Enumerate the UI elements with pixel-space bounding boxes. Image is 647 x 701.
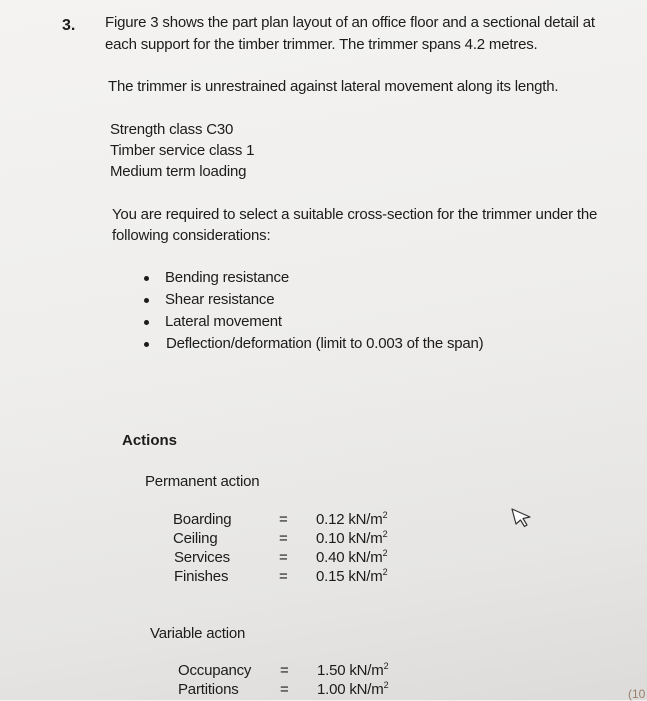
equals-sign: =	[279, 568, 288, 585]
intro-line-1: Figure 3 shows the part plan layout of an office floor and a sectional detail at	[105, 14, 595, 31]
consideration-shear: Shear resistance	[165, 291, 275, 308]
load-name: Ceiling	[173, 530, 218, 547]
bullet-icon	[144, 276, 149, 281]
equals-sign: =	[280, 662, 289, 679]
restraint-statement: The trimmer is unrestrained against lateral movement along its length.	[108, 78, 559, 95]
load-name: Services	[174, 549, 230, 566]
page-marker: (10	[628, 687, 646, 701]
load-value: 0.12 $kN/m^2$	[316, 510, 388, 528]
equals-sign: =	[279, 530, 288, 547]
load-name: Occupancy	[178, 662, 252, 679]
intro-line-2: each support for the timber trimmer. The trimmer spans 4.2 metres.	[105, 36, 538, 53]
requirement-line-2: following considerations:	[112, 227, 271, 244]
consideration-lateral: Lateral movement	[165, 313, 282, 330]
load-value: 0.10 $kN/m^2$	[316, 529, 388, 547]
consideration-deflection: Deflection/deformation (limit to 0.003 of the span)	[166, 335, 484, 352]
load-name: Finishes	[174, 568, 229, 585]
bullet-icon	[144, 298, 149, 303]
load-value: 1.50 $kN/m^2$	[317, 661, 389, 679]
load-value: 1.00 $kN/m^2$	[317, 680, 389, 698]
load-name: Boarding	[173, 511, 232, 528]
requirement-line-1: You are required to select a suitable cross-section for the trimmer under the	[112, 206, 598, 223]
question-number: 3.	[62, 17, 76, 34]
actions-heading: Actions	[122, 432, 178, 449]
permanent-action-title: Permanent action	[145, 473, 260, 490]
bullet-icon	[144, 320, 149, 325]
spec-load-duration: Medium term loading	[110, 163, 247, 180]
mouse-pointer-icon	[510, 506, 534, 528]
consideration-bending: Bending resistance	[165, 269, 289, 286]
equals-sign: =	[280, 681, 289, 698]
spec-strength-class: Strength class C30	[110, 121, 234, 138]
load-value: 0.40 $kN/m^2$	[316, 548, 388, 566]
load-value: 0.15 $kN/m^2$	[316, 567, 388, 585]
load-name: Partitions	[178, 681, 239, 698]
equals-sign: =	[279, 549, 288, 566]
equals-sign: =	[279, 511, 288, 528]
variable-action-title: Variable action	[150, 625, 246, 642]
bullet-icon	[144, 342, 149, 347]
spec-service-class: Timber service class 1	[110, 142, 255, 159]
